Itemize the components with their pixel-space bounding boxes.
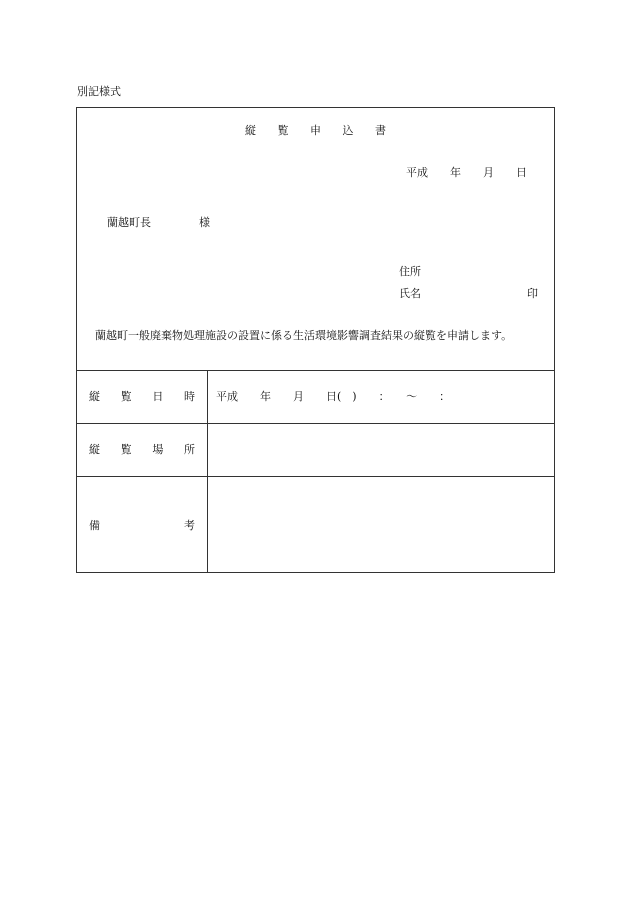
addressee-name: 蘭越町長 [107, 216, 151, 229]
row-divider [77, 476, 554, 477]
label-char: 時 [183, 390, 195, 403]
viewing-datetime-label [89, 391, 195, 402]
viewing-datetime-field[interactable]: 平成 年 月 日( ) ： 〜 ： [216, 390, 451, 403]
label-char: 縦 [89, 443, 100, 456]
label-char: 日 [152, 390, 164, 403]
form-title [77, 125, 554, 136]
addressee [107, 217, 210, 228]
label-char: 縦 [89, 390, 100, 403]
seal-mark: 印 [527, 287, 538, 300]
address-label: 住所 [399, 265, 421, 278]
addressee-suffix: 様 [199, 216, 210, 229]
viewing-place-label [89, 444, 195, 455]
label-char: 覧 [120, 390, 132, 403]
application-statement: 蘭越町一般廃棄物処理施設の設置に係る生活環境影響調査結果の縦覧を申請します。 [95, 329, 513, 342]
column-divider [207, 370, 208, 572]
name-label: 氏名 [399, 287, 421, 300]
remarks-label [89, 520, 195, 531]
application-form [76, 107, 555, 573]
form-title-char: 込 [342, 124, 354, 137]
form-title-char: 書 [375, 124, 386, 137]
form-title-char: 申 [310, 124, 321, 137]
form-title-char: 縦 [245, 124, 256, 137]
label-char: 所 [183, 443, 195, 456]
form-title-char: 覧 [277, 124, 289, 137]
label-char: 場 [152, 443, 164, 456]
table-top-divider [77, 370, 554, 371]
form-style-label: 別記様式 [77, 85, 121, 98]
label-char: 備 [89, 519, 100, 532]
label-char: 考 [184, 519, 195, 532]
application-date: 平成 年 月 日 [406, 166, 527, 179]
row-divider [77, 423, 554, 424]
label-char: 覧 [120, 443, 132, 456]
